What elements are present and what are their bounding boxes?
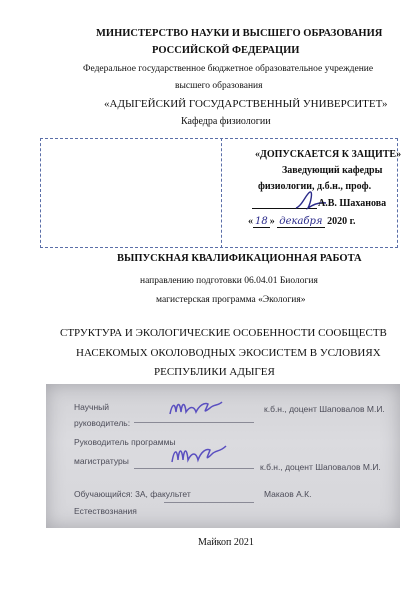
program-head-label-line-2: магистратуры — [74, 456, 129, 466]
program-head-label-line-1: Руководитель программы — [74, 437, 176, 447]
thesis-title-line-2: НАСЕКОМЫХ ОКОЛОВОДНЫХ ЭКОСИСТЕМ В УСЛОВИЯХ — [76, 347, 381, 359]
department-name: Кафедра физиологии — [181, 116, 271, 127]
supervisor-name: к.б.н., доцент Шаповалов М.И. — [264, 404, 385, 414]
thesis-title-line-1: СТРУКТУРА И ЭКОЛОГИЧЕСКИЕ ОСОБЕННОСТИ СООБЩЕСТВ — [60, 327, 387, 339]
thesis-type: ВЫПУСКНАЯ КВАЛИФИКАЦИОННАЯ РАБОТА — [117, 253, 362, 264]
program-head-signature-icon — [168, 440, 230, 470]
ministry-line-1: МИНИСТЕРСТВО НАУКИ И ВЫСШЕГО ОБРАЗОВАНИЯ — [96, 28, 383, 39]
supervisor-label-line-1: Научный — [74, 402, 110, 412]
date-close-quote: » — [269, 216, 275, 227]
supervisor-signature-line — [134, 422, 254, 423]
supervisor-label-line-2: руководитель: — [74, 418, 131, 428]
program-head-name: к.б.н., доцент Шаповалов М.И. — [260, 462, 381, 472]
approval-role-line-1: Заведующий кафедры — [282, 165, 383, 176]
approval-head-name: А.В. Шаханова — [318, 198, 387, 209]
supervisor-signature-icon — [166, 396, 226, 422]
training-direction: направлению подготовки 06.04.01 Биология — [140, 276, 318, 286]
date-open-quote: « — [248, 216, 253, 227]
date-year: 2020 г. — [327, 216, 356, 227]
date-day: 18 — [255, 216, 268, 227]
student-name: Макаов А.К. — [264, 489, 312, 499]
approval-box-divider — [221, 138, 222, 248]
date-month: декабря — [279, 216, 323, 227]
university-name: «АДЫГЕЙСКИЙ ГОСУДАРСТВЕННЫЙ УНИВЕРСИТЕТ» — [104, 98, 388, 110]
institution-line-1: Федеральное государственное бюджетное образовательное учреждение — [83, 64, 374, 74]
approval-date — [248, 216, 355, 227]
student-label-line-2: Естествознания — [74, 506, 137, 516]
city-year: Майкоп 2021 — [198, 537, 254, 548]
signatures-photo — [46, 384, 400, 528]
student-label-line-1: Обучающийся: 3А, факультет — [74, 489, 191, 499]
approval-title: «ДОПУСКАЕТСЯ К ЗАЩИТЕ» — [255, 149, 402, 160]
ministry-line-2: РОССИЙСКОЙ ФЕДЕРАЦИИ — [152, 45, 300, 56]
student-signature-line — [164, 502, 254, 503]
institution-line-2: высшего образования — [175, 81, 263, 91]
thesis-title-line-3: РЕСПУБЛИКИ АДЫГЕЯ — [154, 366, 275, 378]
master-program: магистерская программа «Экология» — [156, 295, 306, 305]
approval-role-line-2: физиологии, д.б.н., проф. — [258, 181, 372, 192]
